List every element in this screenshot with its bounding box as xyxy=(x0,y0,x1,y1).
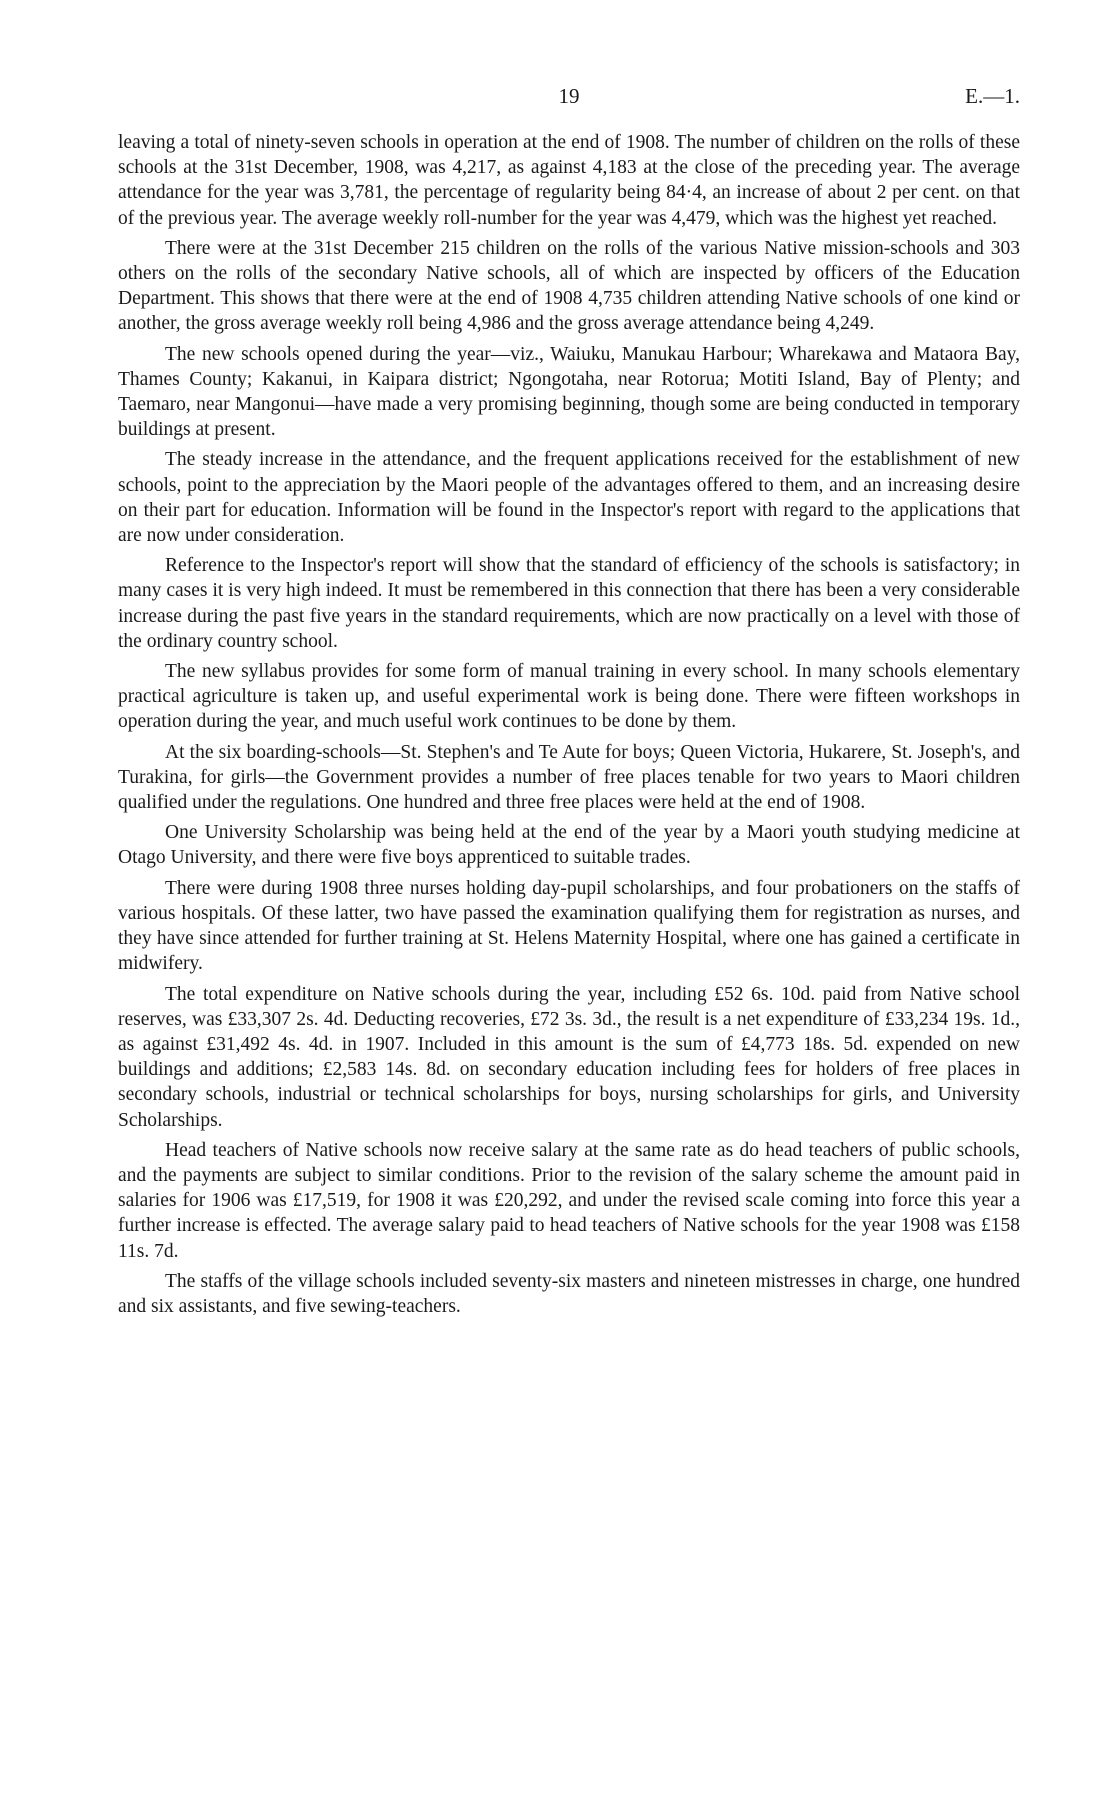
paragraph-attendance-increase: The steady increase in the attendance, and the frequent applications received for the establishment of new schools, point to the appreciation by the Maori people of the advantages offered to them, and an increasing desire on their part for education. Information will be found in the Inspector's report with regard to the applications that are now under consideration. xyxy=(118,449,1020,547)
paragraph-syllabus: The new syllabus provides for some form of manual training in every school. In many schools elementary practical agriculture is taken up, and useful experimental work is being done. There were fifteen workshops in operation during the year, and much useful work continues to be done by them. xyxy=(118,661,1020,733)
paragraph-university-scholarship: One University Scholarship was being held at the end of the year by a Maori youth studying medicine at Otago University, and there were five boys apprenticed to suitable trades. xyxy=(118,822,1020,869)
paragraph-mission-schools: There were at the 31st December 215 children on the rolls of the various Native mission-schools and 303 others on the rolls of the secondary Native schools, all of which are inspected by officers of the Education Department. This shows that there were at the end of 1908 4,735 children attending Native schools of one kind or another, the gross average weekly roll being 4,986 and the gross average attendance being 4,249. xyxy=(118,237,1020,335)
paragraph-nurses: There were during 1908 three nurses holding day-pupil scholarships, and four probationers on the staffs of various hospitals. Of these latter, two have passed the examination qualifying them for registration as nurses, and they have since attended for further training at St. Helens Maternity Hospital, where one has gained a certificate in midwifery. xyxy=(118,877,1020,975)
body-text xyxy=(118,130,1020,1319)
paragraph-new-schools: The new schools opened during the year—viz., Waiuku, Manukau Harbour; Wharekawa and Mataora Bay, Thames County; Kakanui, in Kaipara district; Ngongotaha, near Rotorua; Motiti Island, Bay of Plenty; and Taemaro, near Mangonui—have made a very promising beginning, though some are being conducted in temporary buildings at present. xyxy=(118,343,1020,441)
document-page xyxy=(118,84,1020,1324)
document-reference: E.—1. xyxy=(965,84,1020,108)
page-header xyxy=(118,84,1020,118)
page-number: 19 xyxy=(558,84,580,108)
paragraph-staffs: The staffs of the village schools included seventy-six masters and nineteen mistresses in charge, one hundred and six assistants, and five sewing-teachers. xyxy=(118,1270,1020,1317)
paragraph-expenditure: The total expenditure on Native schools during the year, including £52 6s. 10d. paid from Native school reserves, was £33,307 2s. 4d. Deducting recoveries, £72 3s. 3d., the result is a net expenditure of £33,234 19s. 1d., as against £31,492 4s. 4d. in 1907. Included in this amount is the sum of £4,773 18s. 5d. expended on new buildings and additions; £2,583 14s. 8d. on secondary education including fees for holders of free places in secondary schools, industrial or technical scholarships for boys, nursing scholarships for girls, and University Scholarships. xyxy=(118,983,1020,1131)
paragraph-boarding-schools: At the six boarding-schools—St. Stephen's and Te Aute for boys; Queen Victoria, Hukarere, St. Joseph's, and Turakina, for girls—the Government provides a number of free places tenable for two years to Maori children qualified under the regulations. One hundred and three free places were held at the end of 1908. xyxy=(118,741,1020,814)
paragraph-continued: leaving a total of ninety-seven schools in operation at the end of 1908. The number of children on the rolls of these schools at the 31st December, 1908, was 4,217, as against 4,183 at the close of the preceding year. The average attendance for the year was 3,781, the percentage of regularity being 84·4, an increase of about 2 per cent. on that of the previous year. The average weekly roll-number for the year was 4,479, which was the highest yet reached. xyxy=(118,132,1020,229)
paragraph-efficiency: Reference to the Inspector's report will show that the standard of efficiency of the schools is satisfactory; in many cases it is very high indeed. It must be remembered in this connection that there has been a very considerable increase during the past five years in the standard requirements, which are now practically on a level with those of the ordinary country school. xyxy=(118,555,1020,652)
paragraph-salaries: Head teachers of Native schools now receive salary at the same rate as do head teachers of public schools, and the payments are subject to similar conditions. Prior to the revision of the salary scheme the amount paid in salaries for 1906 was £17,519, for 1908 it was £20,292, and under the revised scale coming into force this year a further increase is effected. The average salary paid to head teachers of Native schools for the year 1908 was £158 11s. 7d. xyxy=(118,1139,1020,1262)
